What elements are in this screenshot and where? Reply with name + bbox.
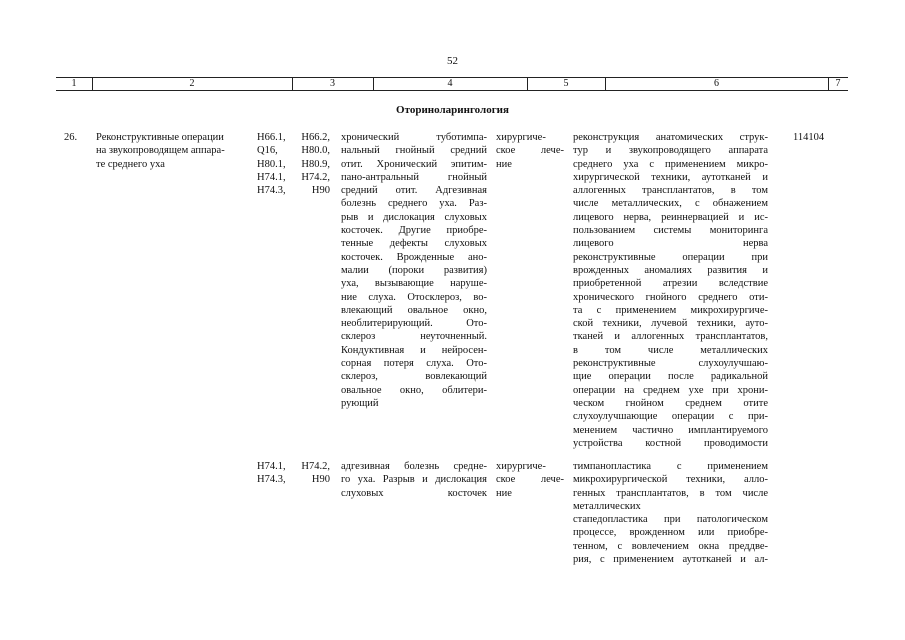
text-line: косточек. Другие приобре-: [341, 225, 487, 237]
text-line: реконструктивные операции при: [573, 251, 768, 263]
text-line: врожденных аномалиях развития и: [573, 264, 768, 276]
text-line: пользованием системы мониторинга: [573, 225, 768, 237]
text-line: склероз неуточненный.: [341, 331, 487, 343]
procedure-name: [96, 131, 248, 171]
table-header-row: [56, 77, 848, 91]
text-line: хронический туботимпа-: [341, 132, 487, 143]
text-line: нальный гнойный средний: [341, 145, 487, 157]
text-line: пано-антральный гнойный: [341, 171, 487, 183]
text-line: хирургиче-: [496, 132, 546, 143]
text-line: ское лече-: [496, 474, 564, 486]
text-line: реконструкция анатомических струк-: [573, 132, 768, 143]
text-line: ческом гнойном среднем отите: [573, 397, 768, 409]
text-line: косточек. Врожденные ано-: [341, 251, 487, 263]
diagnosis-text: [341, 460, 487, 500]
text-line: уха, вызывающие наруше-: [341, 278, 487, 290]
text-line: аллогенных трансплантатов, в том: [573, 185, 768, 197]
text-line: средний отит. Адгезивная: [341, 185, 487, 197]
text-line: необлитерирующий. Ото-: [341, 318, 487, 330]
text-line: слуховых косточек: [341, 487, 487, 499]
icd-codes: [257, 460, 330, 487]
text-line: Кондуктивная и нейросен-: [341, 344, 487, 356]
header-col-6: 6: [714, 78, 719, 89]
text-line: хирургиче-: [496, 461, 546, 472]
text-line: щие операции после радикальной: [573, 371, 768, 383]
text-line: рыв и дислокация слуховых: [341, 211, 487, 223]
text-line: рия, с применением аутотканей и ал-: [573, 554, 768, 566]
text-line: хирургической техники, аутотканей и: [573, 171, 768, 183]
text-line: H66.1, H66.2,: [257, 132, 330, 143]
text-line: те среднего уха: [96, 158, 165, 170]
text-line: ние: [496, 158, 512, 170]
text-line: H74.1, H74.2,: [257, 461, 330, 472]
text-line: металлических: [573, 500, 641, 512]
row-number: 26.: [64, 132, 78, 143]
text-line: отит. Хронический эпитим-: [341, 158, 487, 170]
text-line: числе металлических, с обнажением: [573, 198, 768, 210]
text-line: H74.3, H90: [257, 474, 330, 486]
text-line: H74.1, H74.2,: [257, 171, 330, 183]
header-col-7: 7: [835, 78, 841, 89]
header-col-4: 4: [447, 78, 453, 89]
text-line: тур и звукопроводящего аппарата: [573, 145, 768, 157]
text-line: лицевого нерва, реиннервацией и ис-: [573, 211, 768, 223]
text-line: H74.3, H90: [257, 185, 330, 197]
text-line: процессе, врожденном или приобре-: [573, 527, 768, 539]
text-line: овальное окно, облитери-: [341, 384, 487, 396]
text-line: среднего уха с применением микро-: [573, 158, 768, 170]
text-line: хронического гнойного среднего оти-: [573, 291, 768, 303]
text-line: H80.1, H80.9,: [257, 158, 330, 170]
text-line: тимпанопластика с применением: [573, 461, 768, 472]
text-line: ние слуха. Отосклероз, во-: [341, 291, 487, 303]
header-col-5: 5: [563, 78, 569, 89]
text-line: стапедопластика при патологическом: [573, 514, 768, 526]
text-line: лицевого нерва: [573, 238, 768, 250]
text-line: микрохирургической техники, алло-: [573, 474, 768, 486]
text-line: в том числе металлических: [573, 344, 768, 356]
text-line: сорная потеря слуха. Ото-: [341, 358, 487, 370]
text-line: реконструктивные слухоулучшаю-: [573, 358, 768, 370]
text-line: операции на среднем ухе при хрони-: [573, 384, 768, 396]
text-line: влекающий овальное окно,: [341, 304, 487, 316]
text-line: на звукопроводящем аппара-: [96, 145, 225, 157]
header-col-1: 1: [71, 78, 77, 89]
page-number: 52: [447, 55, 458, 67]
method-text: [573, 131, 768, 450]
cost-value: 114104: [793, 132, 825, 143]
text-line: болезнь среднего уха. Раз-: [341, 198, 487, 210]
text-line: та с применением микрохирургиче-: [573, 304, 768, 316]
text-line: приобретенной атрезии вследствие: [573, 278, 768, 290]
text-line: Q16, H80.0,: [257, 145, 330, 157]
diagnosis-text: [341, 131, 487, 410]
text-line: ское лече-: [496, 145, 564, 157]
header-col-2: 2: [189, 78, 195, 89]
header-col-3: 3: [330, 78, 335, 89]
text-line: склероз, вовлекающий: [341, 371, 487, 383]
treatment-type: [496, 131, 564, 171]
text-line: менением частично имплантируемого: [573, 424, 768, 436]
method-text: [573, 460, 768, 566]
icd-codes: [257, 131, 330, 197]
text-line: тенном, с вовлечением окна преддве-: [573, 540, 768, 552]
text-line: устройства костной проводимости: [573, 437, 768, 449]
text-line: ской техники, лучевой техники, ауто-: [573, 318, 768, 330]
text-line: го уха. Разрыв и дислокация: [341, 474, 487, 486]
text-line: тканей и аллогенных трансплантатов,: [573, 331, 768, 343]
text-line: малии (пороки развития): [341, 264, 487, 276]
text-line: слухоулучшающие операции с при-: [573, 411, 768, 423]
treatment-type: [496, 460, 564, 500]
section-title: Оториноларингология: [396, 104, 509, 116]
text-line: Реконструктивные операции: [96, 132, 224, 143]
text-line: генных трансплантатов, в том числе: [573, 487, 768, 499]
text-line: адгезивная болезнь средне-: [341, 461, 487, 472]
text-line: рующий: [341, 397, 379, 409]
text-line: тенные дефекты слуховых: [341, 238, 487, 250]
text-line: ние: [496, 487, 512, 499]
